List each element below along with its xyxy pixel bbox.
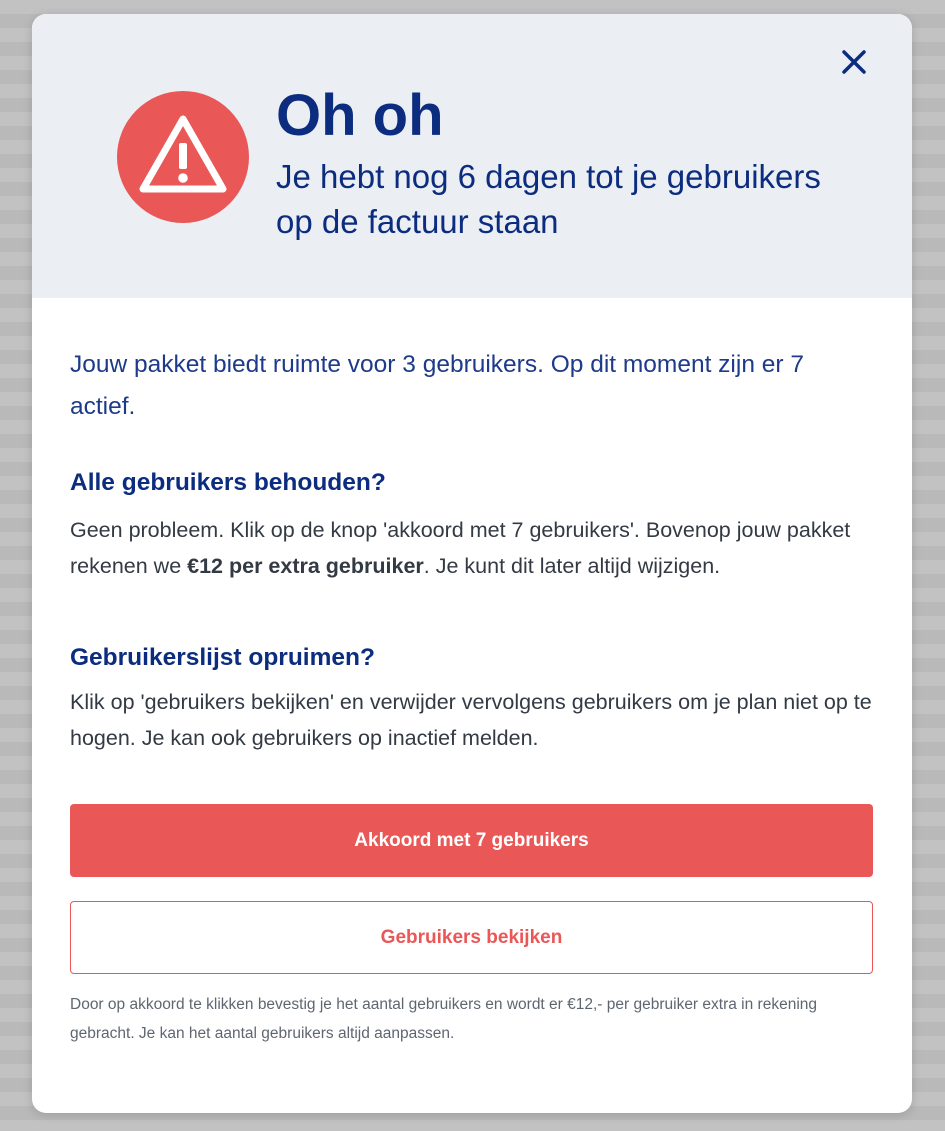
view-users-button[interactable]: Gebruikers bekijken	[70, 901, 873, 974]
accept-users-button[interactable]: Akkoord met 7 gebruikers	[70, 804, 873, 877]
close-button[interactable]	[836, 44, 872, 80]
close-icon	[836, 44, 872, 80]
keep-users-text-end: . Je kunt dit later altijd wijzigen.	[423, 554, 721, 578]
intro-text: Jouw pakket biedt ruimte voor 3 gebruikers. Op dit moment zijn er 7 actief.	[70, 351, 804, 420]
keep-users-text-start: Geen probleem. Klik op de knop 'akkoord met 7 gebruikers'. Bovenop jouw pakket rekenen we	[70, 518, 851, 578]
extra-user-price: €12 per extra gebruiker	[187, 554, 424, 578]
users-limit-modal	[32, 14, 912, 1113]
keep-users-heading: Alle gebruikers behouden?	[70, 469, 386, 496]
keep-users-text	[70, 512, 875, 584]
modal-body	[70, 344, 875, 750]
warning-badge	[117, 91, 249, 223]
cleanup-users-heading: Gebruikerslijst opruimen?	[70, 644, 375, 671]
modal-header	[32, 14, 912, 298]
warning-triangle-icon	[135, 109, 231, 205]
disclaimer-text: Door op akkoord te klikken bevestig je het aantal gebruikers en wordt er €12,- per gebruiker extra in rekening gebracht. Je kan het aantal gebruikers altijd aanpassen.	[70, 996, 817, 1042]
modal-subtitle: Je hebt nog 6 dagen tot je gebruikers op de factuur staan	[276, 158, 821, 240]
cleanup-users-text: Klik op 'gebruikers bekijken' en verwijder vervolgens gebruikers om je plan niet op te hogen. Je kan ook gebruikers op inactief melden.	[70, 690, 872, 750]
modal-title: Oh oh	[276, 83, 444, 148]
